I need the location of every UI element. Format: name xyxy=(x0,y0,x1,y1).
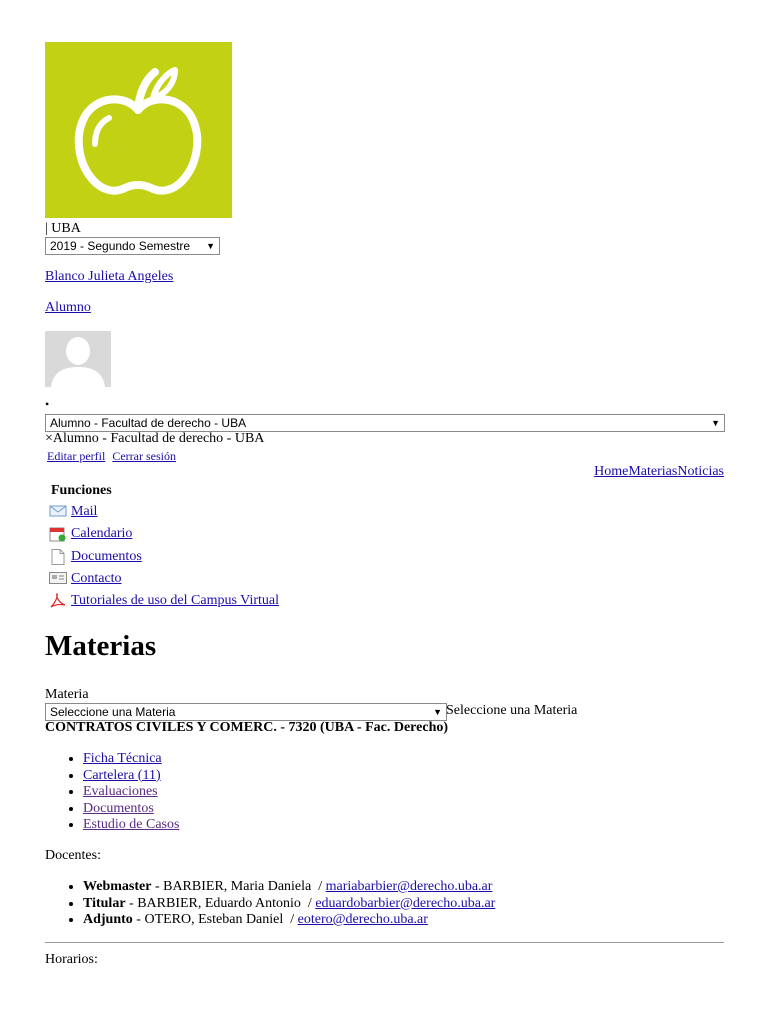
evaluaciones-link[interactable]: Evaluaciones xyxy=(83,784,158,799)
horarios-label: Horarios: xyxy=(45,952,98,967)
semester-select[interactable] xyxy=(45,237,220,255)
sidebar-item-documentos[interactable] xyxy=(49,547,142,567)
profile-bullet: • xyxy=(45,397,50,411)
estudio-de-casos-link[interactable]: Estudio de Casos xyxy=(83,817,180,832)
docente-role: Webmaster xyxy=(83,879,152,894)
calendar-icon xyxy=(49,526,67,542)
sidebar-item-label[interactable]: Documentos xyxy=(71,549,142,564)
list-item xyxy=(83,817,179,834)
sidebar-item-label[interactable]: Mail xyxy=(71,504,98,519)
list-item xyxy=(83,912,495,929)
sidebar-item-label[interactable]: Tutoriales de uso del Campus Virtual xyxy=(71,593,279,608)
docente-email-link[interactable]: eduardobarbier@derecho.uba.ar xyxy=(315,895,496,911)
nav-materias-link[interactable]: Materias xyxy=(628,464,678,479)
list-item xyxy=(83,768,179,785)
docente-role: Adjunto xyxy=(83,912,133,927)
list-item xyxy=(83,896,495,913)
docentes-label: Docentes: xyxy=(45,848,101,863)
sidebar-item-label[interactable]: Contacto xyxy=(71,571,122,586)
user-name-link[interactable]: Blanco Julieta Angeles xyxy=(45,269,174,284)
pdf-icon xyxy=(49,593,67,609)
docente-name: - BARBIER, Maria Daniela / xyxy=(151,879,326,894)
nav-noticias-link[interactable]: Noticias xyxy=(677,464,724,479)
docente-email-link[interactable]: mariabarbier@derecho.uba.ar xyxy=(325,879,493,894)
document-icon xyxy=(49,549,67,565)
apple-icon xyxy=(45,42,232,218)
page-title: Materias xyxy=(45,630,157,662)
funciones-heading: Funciones xyxy=(51,483,112,498)
profile-links xyxy=(47,449,180,464)
docentes-list xyxy=(45,879,495,929)
list-item xyxy=(83,879,495,896)
course-menu xyxy=(45,751,179,834)
materia-select[interactable] xyxy=(45,703,447,721)
mail-icon xyxy=(49,504,67,520)
logout-link[interactable]: Cerrar sesión xyxy=(112,449,176,463)
user-silhouette-icon xyxy=(45,331,111,387)
profile-select-value: Alumno - Facultad de derecho - UBA xyxy=(50,416,247,430)
ficha-tecnica-link[interactable]: Ficha Técnica xyxy=(83,751,162,766)
docente-role: Titular xyxy=(83,895,126,911)
divider xyxy=(45,942,724,943)
materia-select-value: Seleccione una Materia xyxy=(50,705,176,719)
sidebar-item-mail[interactable] xyxy=(49,502,97,522)
dropdown-arrow-icon: ▼ xyxy=(433,707,442,717)
dropdown-arrow-icon: ▼ xyxy=(206,241,215,251)
sidebar-item-tutoriales[interactable] xyxy=(49,591,279,611)
sidebar-item-contacto[interactable] xyxy=(49,569,122,589)
docente-email-link[interactable]: eotero@derecho.uba.ar xyxy=(297,912,428,927)
docente-name: - OTERO, Esteban Daniel / xyxy=(132,912,298,927)
materia-select-text: Seleccione una Materia xyxy=(446,703,578,718)
role-link[interactable]: Alumno xyxy=(45,300,91,315)
apple-logo xyxy=(45,42,232,218)
list-item xyxy=(83,801,179,818)
dropdown-arrow-icon: ▼ xyxy=(711,418,720,428)
materia-label: Materia xyxy=(45,687,89,702)
contact-card-icon xyxy=(49,571,67,587)
edit-profile-link[interactable]: Editar perfil xyxy=(47,449,106,463)
docente-name: - BARBIER, Eduardo Antonio / xyxy=(125,895,316,911)
institution-label: | UBA xyxy=(45,221,81,236)
list-item xyxy=(83,751,179,768)
sidebar-item-calendario[interactable] xyxy=(49,524,132,544)
avatar xyxy=(45,331,111,387)
documentos-link[interactable]: Documentos xyxy=(83,800,154,816)
course-title: CONTRATOS CIVILES Y COMERC. - 7320 (UBA - Fac. Derecho) xyxy=(45,720,449,735)
profile-select[interactable] xyxy=(45,414,725,432)
cartelera-link[interactable]: Cartelera (11) xyxy=(83,767,161,783)
top-navigation xyxy=(594,464,724,480)
nav-home-link[interactable]: Home xyxy=(594,464,629,479)
list-item xyxy=(83,784,179,801)
current-profile-text: ×Alumno - Facultad de derecho - UBA xyxy=(45,431,265,446)
sidebar-item-label[interactable]: Calendario xyxy=(71,526,133,541)
semester-select-value: 2019 - Segundo Semestre xyxy=(50,239,191,253)
